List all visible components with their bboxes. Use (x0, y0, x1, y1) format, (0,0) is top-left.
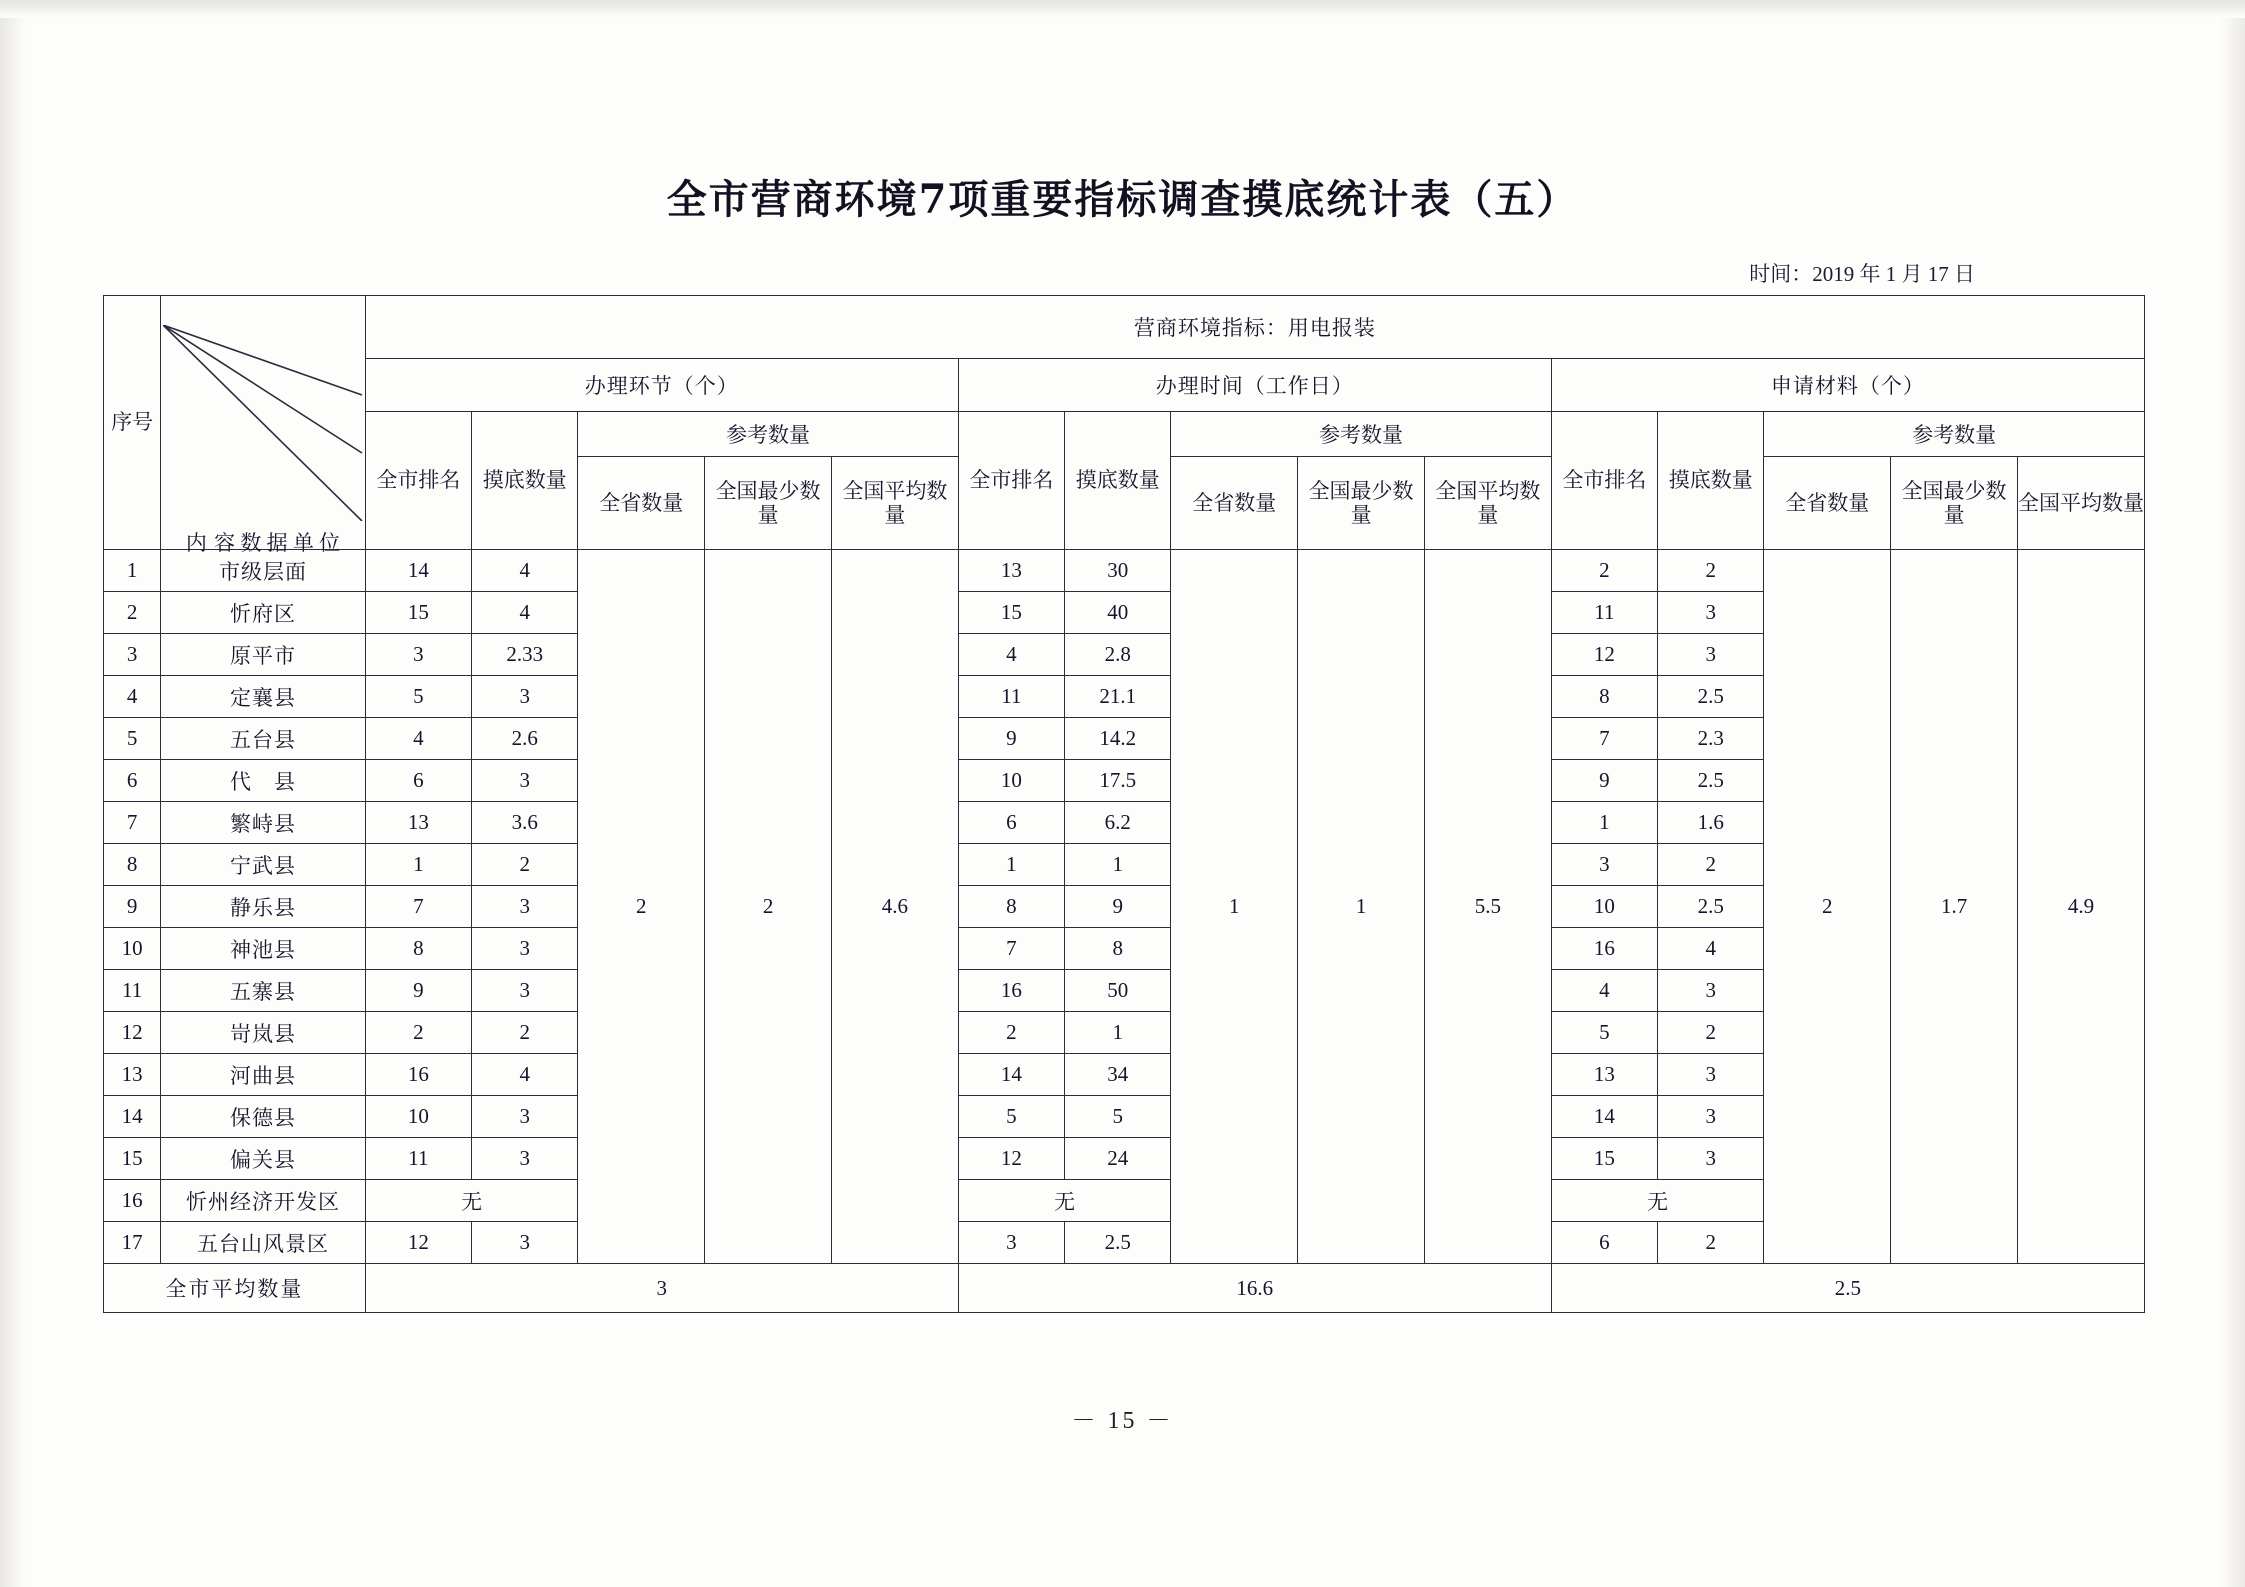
row-time-rank: 1 (958, 844, 1064, 886)
row-links-rank: 9 (365, 970, 471, 1012)
row-links-qty: 3 (472, 1096, 578, 1138)
row-links-rank: 13 (365, 802, 471, 844)
materials-national-min-value: 1.7 (1891, 550, 2018, 1264)
row-materials-qty: 2 (1658, 1222, 1764, 1264)
row-unit: 五台县 (161, 718, 365, 760)
row-links-qty: 3 (472, 970, 578, 1012)
row-unit: 五寨县 (161, 970, 365, 1012)
row-links-rank: 1 (365, 844, 471, 886)
row-time-qty: 2.8 (1065, 634, 1171, 676)
scan-edge-right (2219, 0, 2245, 1587)
row-seq: 12 (104, 1012, 161, 1054)
row-time-qty: 40 (1065, 592, 1171, 634)
row-materials-none: 无 (1551, 1180, 1764, 1222)
row-time-rank: 8 (958, 886, 1064, 928)
header-row-reference (104, 412, 2145, 457)
time-province-qty-value: 1 (1171, 550, 1298, 1264)
materials-national-avg-header: 全国平均数量 (2017, 457, 2144, 550)
indicator-header: 营商环境指标：用电报装 (365, 296, 2144, 359)
statistics-table (103, 295, 2145, 1313)
row-materials-rank: 7 (1551, 718, 1657, 760)
row-materials-rank: 15 (1551, 1138, 1657, 1180)
row-unit: 定襄县 (161, 676, 365, 718)
row-materials-rank: 14 (1551, 1096, 1657, 1138)
row-links-qty: 3 (472, 886, 578, 928)
row-materials-qty: 1.6 (1658, 802, 1764, 844)
row-materials-rank: 3 (1551, 844, 1657, 886)
row-materials-rank: 8 (1551, 676, 1657, 718)
row-materials-rank: 12 (1551, 634, 1657, 676)
statistics-table-wrapper (103, 295, 2145, 1313)
row-materials-qty: 3 (1658, 970, 1764, 1012)
table-row (104, 550, 2145, 592)
row-links-qty: 3 (472, 760, 578, 802)
row-seq: 17 (104, 1222, 161, 1264)
row-links-rank: 7 (365, 886, 471, 928)
row-time-rank: 16 (958, 970, 1064, 1012)
row-unit: 代 县 (161, 760, 365, 802)
materials-province-qty-value: 2 (1764, 550, 1891, 1264)
row-time-qty: 2.5 (1065, 1222, 1171, 1264)
links-province-qty-header: 全省数量 (578, 457, 705, 550)
group-header-materials: 申请材料（个） (1551, 359, 2144, 412)
row-links-qty: 4 (472, 592, 578, 634)
row-unit: 忻府区 (161, 592, 365, 634)
time-survey-qty-header: 摸底数量 (1065, 412, 1171, 550)
row-time-rank: 14 (958, 1054, 1064, 1096)
row-materials-qty: 2 (1658, 1012, 1764, 1054)
row-materials-qty: 3 (1658, 1138, 1764, 1180)
row-seq: 4 (104, 676, 161, 718)
row-time-qty: 8 (1065, 928, 1171, 970)
row-materials-rank: 5 (1551, 1012, 1657, 1054)
links-province-qty-value: 2 (578, 550, 705, 1264)
row-links-qty: 3 (472, 676, 578, 718)
row-materials-qty: 2 (1658, 844, 1764, 886)
row-time-none: 无 (958, 1180, 1171, 1222)
row-links-rank: 15 (365, 592, 471, 634)
footer-materials-average: 2.5 (1551, 1264, 2144, 1313)
diagonal-lines-icon (163, 325, 363, 521)
corner-label-ju: 据 (266, 530, 288, 555)
links-survey-qty-header: 摸底数量 (472, 412, 578, 550)
time-reference-header: 参考数量 (1171, 412, 1551, 457)
row-time-rank: 7 (958, 928, 1064, 970)
row-links-rank: 8 (365, 928, 471, 970)
corner-label-nei: 内 (185, 530, 209, 555)
row-time-rank: 6 (958, 802, 1064, 844)
materials-national-min-header: 全国最少数量 (1891, 457, 2018, 550)
row-seq: 11 (104, 970, 161, 1012)
row-unit: 原平市 (161, 634, 365, 676)
row-links-qty: 3.6 (472, 802, 578, 844)
row-time-qty: 50 (1065, 970, 1171, 1012)
row-links-qty: 2.6 (472, 718, 578, 760)
row-time-rank: 10 (958, 760, 1064, 802)
row-unit: 繁峙县 (161, 802, 365, 844)
links-national-min-value: 2 (705, 550, 832, 1264)
row-unit: 保德县 (161, 1096, 365, 1138)
row-materials-rank: 13 (1551, 1054, 1657, 1096)
row-time-rank: 12 (958, 1138, 1064, 1180)
row-time-qty: 24 (1065, 1138, 1171, 1180)
row-time-rank: 9 (958, 718, 1064, 760)
row-seq: 15 (104, 1138, 161, 1180)
row-time-qty: 30 (1065, 550, 1171, 592)
corner-label-rong: 容 (214, 530, 236, 555)
row-unit: 河曲县 (161, 1054, 365, 1096)
row-time-rank: 11 (958, 676, 1064, 718)
row-seq: 5 (104, 718, 161, 760)
time-national-min-header: 全国最少数量 (1298, 457, 1425, 550)
row-seq: 9 (104, 886, 161, 928)
materials-survey-qty-header: 摸底数量 (1658, 412, 1764, 550)
links-reference-header: 参考数量 (578, 412, 958, 457)
footer-time-average: 16.6 (958, 1264, 1551, 1313)
scan-edge-left (0, 0, 26, 1587)
row-links-rank: 12 (365, 1222, 471, 1264)
materials-city-rank-header: 全市排名 (1551, 412, 1657, 550)
row-time-rank: 15 (958, 592, 1064, 634)
row-time-qty: 1 (1065, 844, 1171, 886)
row-unit: 偏关县 (161, 1138, 365, 1180)
row-seq: 14 (104, 1096, 161, 1138)
row-links-qty: 2 (472, 1012, 578, 1054)
row-seq: 13 (104, 1054, 161, 1096)
page-title: 全市营商环境7项重要指标调查摸底统计表（五） (666, 176, 1579, 223)
table-footer-row (104, 1264, 2145, 1313)
row-time-qty: 34 (1065, 1054, 1171, 1096)
row-links-qty: 4 (472, 1054, 578, 1096)
row-materials-qty: 3 (1658, 1054, 1764, 1096)
row-time-qty: 21.1 (1065, 676, 1171, 718)
row-materials-rank: 4 (1551, 970, 1657, 1012)
row-unit: 宁武县 (161, 844, 365, 886)
row-time-qty: 9 (1065, 886, 1171, 928)
links-city-rank-header (365, 412, 471, 550)
row-materials-qty: 2.5 (1658, 676, 1764, 718)
row-materials-qty: 2.3 (1658, 718, 1764, 760)
links-national-min-header: 全国最少数量 (705, 457, 832, 550)
row-seq: 16 (104, 1180, 161, 1222)
row-seq: 10 (104, 928, 161, 970)
document-date: 时间：2019 年 1 月 17 日 (1749, 262, 1975, 286)
row-links-rank: 2 (365, 1012, 471, 1054)
header-row-indicator (104, 296, 2145, 359)
row-materials-rank: 9 (1551, 760, 1657, 802)
row-materials-qty: 3 (1658, 1096, 1764, 1138)
row-time-qty: 1 (1065, 1012, 1171, 1054)
row-materials-rank: 2 (1551, 550, 1657, 592)
corner-diagonal-cell (161, 296, 365, 555)
group-header-links: 办理环节（个） (365, 359, 958, 412)
row-materials-rank: 10 (1551, 886, 1657, 928)
row-links-rank: 6 (365, 760, 471, 802)
materials-reference-header: 参考数量 (1764, 412, 2145, 457)
links-national-avg-value: 4.6 (831, 550, 958, 1264)
row-links-qty: 2 (472, 844, 578, 886)
row-materials-qty: 3 (1658, 634, 1764, 676)
row-unit: 岢岚县 (161, 1012, 365, 1054)
row-links-qty: 3 (472, 1138, 578, 1180)
corner-label-wei: 位 (319, 530, 341, 555)
row-links-qty: 2.33 (472, 634, 578, 676)
row-unit: 市级层面 (161, 550, 365, 592)
row-links-qty: 3 (472, 928, 578, 970)
row-links-rank: 5 (365, 676, 471, 718)
row-unit: 神池县 (161, 928, 365, 970)
time-national-avg-value: 5.5 (1424, 550, 1551, 1264)
row-links-none: 无 (365, 1180, 578, 1222)
row-materials-rank: 16 (1551, 928, 1657, 970)
footer-links-average: 3 (365, 1264, 958, 1313)
seq-header: 序号 (104, 296, 161, 550)
time-national-avg-header: 全国平均数量 (1424, 457, 1551, 550)
scan-edge-top (0, 0, 2245, 18)
row-time-qty: 14.2 (1065, 718, 1171, 760)
time-national-min-value: 1 (1298, 550, 1425, 1264)
row-seq: 3 (104, 634, 161, 676)
row-materials-qty: 4 (1658, 928, 1764, 970)
corner-label-dan: 单 (292, 530, 314, 555)
row-seq: 8 (104, 844, 161, 886)
links-national-avg-header: 全国平均数量 (831, 457, 958, 550)
row-seq: 7 (104, 802, 161, 844)
row-links-rank: 14 (365, 550, 471, 592)
materials-province-qty-header: 全省数量 (1764, 457, 1891, 550)
row-time-qty: 5 (1065, 1096, 1171, 1138)
row-unit: 忻州经济开发区 (161, 1180, 365, 1222)
row-seq: 6 (104, 760, 161, 802)
links-city-rank-line1: 全市排名 (376, 468, 461, 493)
row-materials-qty: 2 (1658, 550, 1764, 592)
row-time-qty: 6.2 (1065, 802, 1171, 844)
row-materials-rank: 6 (1551, 1222, 1657, 1264)
row-materials-rank: 1 (1551, 802, 1657, 844)
row-unit: 五台山风景区 (161, 1222, 365, 1264)
row-time-rank: 13 (958, 550, 1064, 592)
footer-label: 全市平均数量 (104, 1264, 366, 1313)
row-seq: 2 (104, 592, 161, 634)
row-links-rank: 3 (365, 634, 471, 676)
time-city-rank-header: 全市排名 (958, 412, 1064, 550)
row-unit: 静乐县 (161, 886, 365, 928)
materials-national-avg-value: 4.9 (2017, 550, 2144, 1264)
row-time-rank: 4 (958, 634, 1064, 676)
row-seq: 1 (104, 550, 161, 592)
row-time-rank: 2 (958, 1012, 1064, 1054)
row-links-qty: 4 (472, 550, 578, 592)
row-materials-qty: 2.5 (1658, 886, 1764, 928)
row-links-rank: 10 (365, 1096, 471, 1138)
page-number: － 15 － (1071, 1408, 1174, 1434)
row-links-rank: 16 (365, 1054, 471, 1096)
row-time-rank: 3 (958, 1222, 1064, 1264)
group-header-time: 办理时间（工作日） (958, 359, 1551, 412)
row-materials-qty: 2.5 (1658, 760, 1764, 802)
row-links-rank: 11 (365, 1138, 471, 1180)
row-links-qty: 3 (472, 1222, 578, 1264)
row-materials-qty: 3 (1658, 592, 1764, 634)
row-links-rank: 4 (365, 718, 471, 760)
row-materials-rank: 11 (1551, 592, 1657, 634)
header-row-groups (104, 359, 2145, 412)
row-time-qty: 17.5 (1065, 760, 1171, 802)
corner-label-shu: 数 (240, 530, 262, 555)
row-time-rank: 5 (958, 1096, 1064, 1138)
time-province-qty-header: 全省数量 (1171, 457, 1298, 550)
